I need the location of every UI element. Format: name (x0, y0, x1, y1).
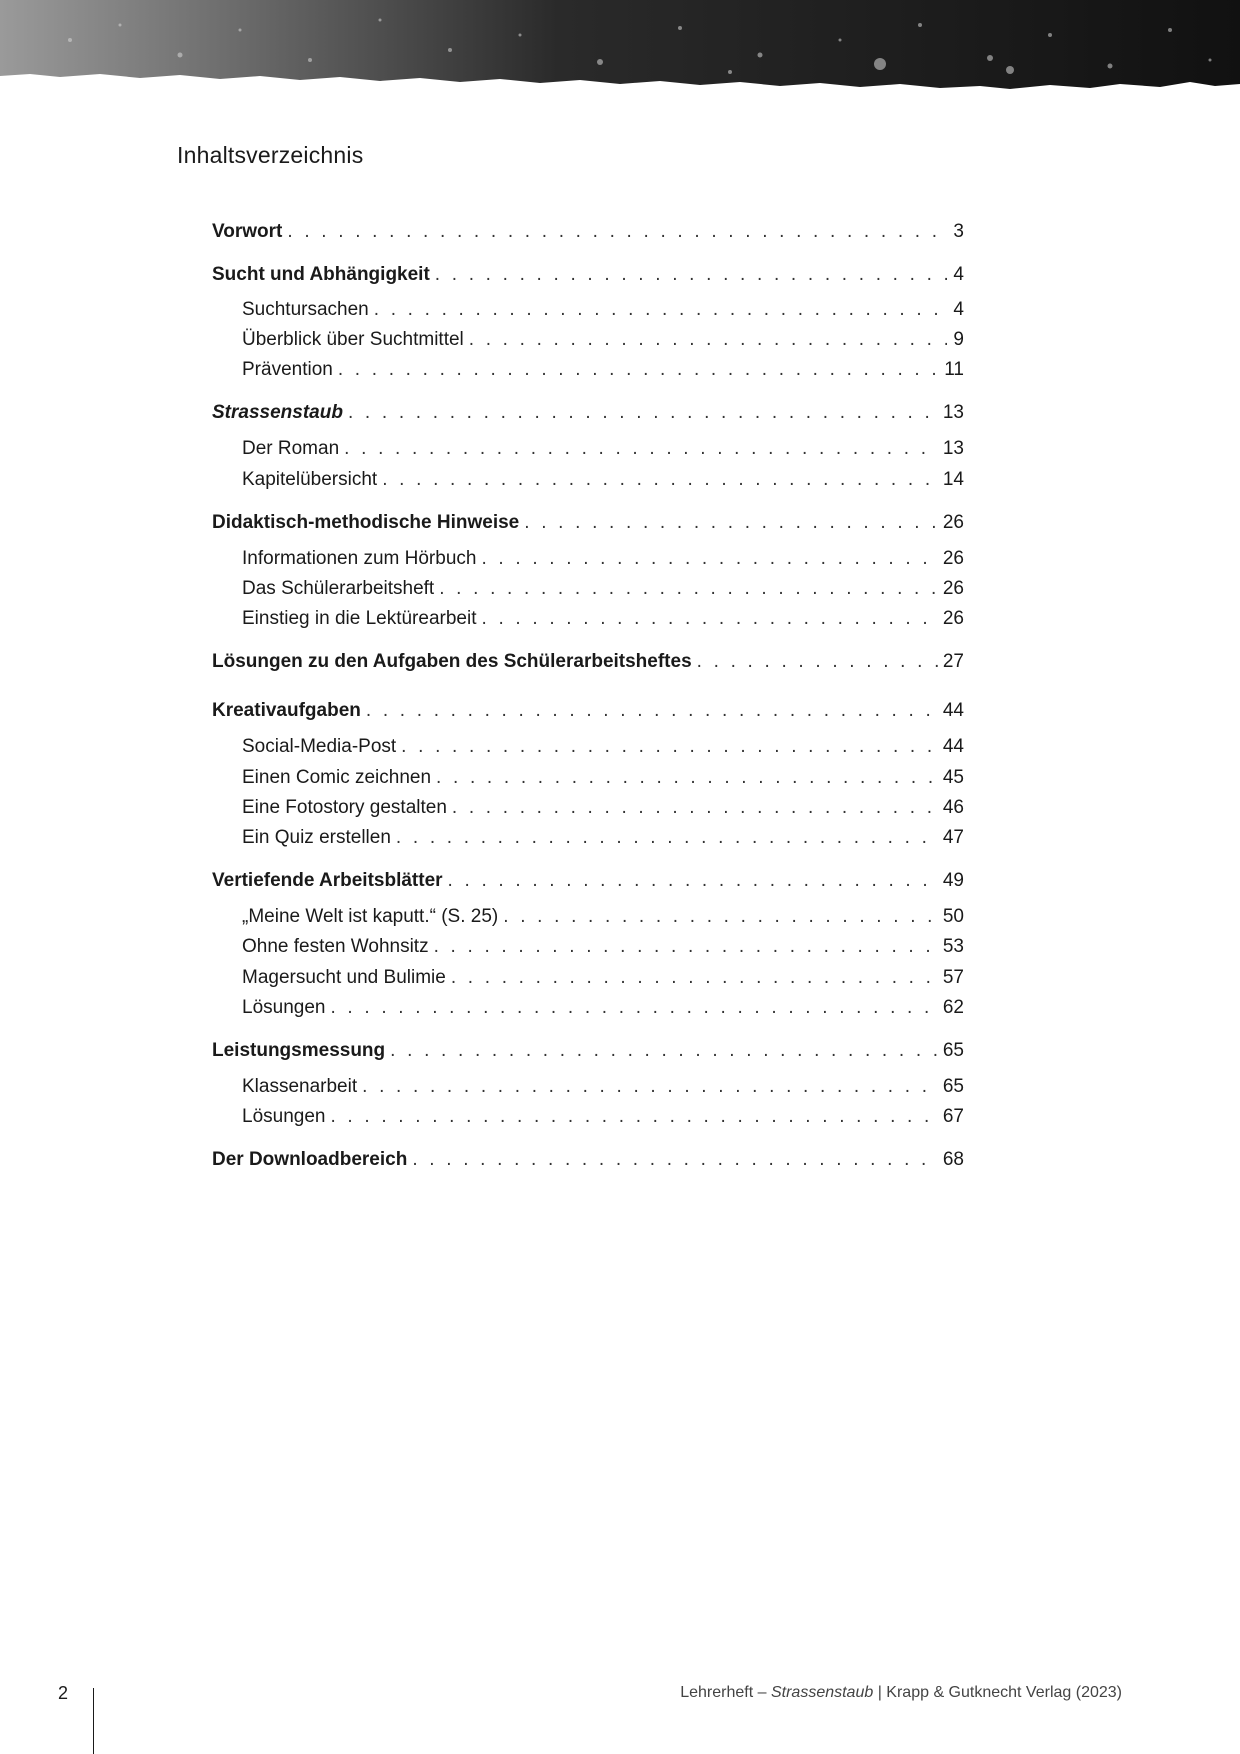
toc-entry[interactable] (212, 262, 964, 288)
toc-entry-page: 68 (942, 1149, 964, 1170)
footer-credit (680, 1684, 1122, 1702)
toc-entry[interactable] (212, 965, 964, 991)
toc-entry[interactable] (212, 1104, 964, 1130)
toc-entry[interactable] (212, 467, 964, 493)
toc-entry-page: 57 (942, 967, 964, 988)
toc-leader-dots (434, 934, 938, 960)
toc-entry[interactable] (212, 795, 964, 821)
toc-leader-dots (366, 698, 938, 724)
footer-credit-title: Strassenstaub (770, 1684, 874, 1701)
toc-entry[interactable] (212, 219, 964, 245)
toc-leader-dots (338, 357, 939, 383)
toc-entry-label: Didaktisch-methodische Hinweise (212, 512, 520, 533)
toc-entry-label: Der Downloadbereich (212, 1149, 408, 1170)
toc-leader-dots (436, 765, 938, 791)
toc-entry-page: 26 (942, 548, 964, 569)
footer-page-number: 2 (58, 1683, 69, 1703)
toc-entry-page: 44 (942, 700, 964, 721)
toc-entry[interactable] (212, 436, 964, 462)
toc-leader-dots (348, 400, 938, 426)
toc-entry[interactable] (212, 698, 964, 724)
toc-entry-label: Leistungsmessung (212, 1040, 386, 1061)
toc-entry[interactable] (212, 868, 964, 894)
toc-leader-dots (330, 1104, 937, 1130)
toc-leader-dots (374, 297, 947, 323)
toc-entry-label: Strassenstaub (212, 402, 343, 423)
toc-entry-page: 11 (944, 359, 964, 380)
toc-entry-page: 49 (942, 870, 964, 891)
header-banner-texture (0, 0, 1240, 96)
toc-entry-page: 26 (942, 512, 964, 533)
toc-entry-label: Informationen zum Hörbuch (242, 548, 477, 569)
toc-entry-label: Vorwort (212, 221, 283, 242)
toc-entry-page: 65 (942, 1040, 964, 1061)
toc-leader-dots (503, 904, 938, 930)
toc-entry-label: Kreativaufgaben (212, 700, 361, 721)
toc-entry[interactable] (212, 510, 964, 536)
toc-entry-label: Vertiefende Arbeitsblätter (212, 870, 443, 891)
toc-leader-dots (451, 965, 938, 991)
toc-entry-label: Das Schülerarbeitsheft (242, 578, 435, 599)
toc-entry-label: Einstieg in die Lektürearbeit (242, 608, 477, 629)
toc-entry[interactable] (212, 765, 964, 791)
toc-entry-page: 27 (942, 651, 964, 672)
toc-entry-page: 4 (953, 299, 964, 320)
toc-entry-page: 13 (942, 438, 964, 459)
toc-entry[interactable] (212, 904, 964, 930)
toc-entry-label: Ohne festen Wohnsitz (242, 936, 429, 957)
toc-entry-page: 13 (942, 402, 964, 423)
toc-entry[interactable] (212, 297, 964, 323)
toc-entry-label: Sucht und Abhängigkeit (212, 264, 430, 285)
toc-entry-label: Magersucht und Bulimie (242, 967, 446, 988)
toc-entry[interactable] (212, 606, 964, 632)
toc-heading: Inhaltsverzeichnis (177, 142, 364, 168)
toc-entry-page: 4 (953, 264, 964, 285)
toc-leader-dots (435, 262, 947, 288)
toc-entry[interactable] (212, 400, 964, 426)
toc-entry[interactable] (212, 357, 964, 383)
toc-entry-page: 26 (942, 578, 964, 599)
toc-entry[interactable] (212, 1147, 964, 1173)
toc-leader-dots (330, 995, 937, 1021)
toc-entry[interactable] (212, 1074, 964, 1100)
toc-leader-dots (412, 1147, 938, 1173)
toc-entry[interactable] (212, 576, 964, 602)
footer-credit-prefix: Lehrerheft – (680, 1684, 771, 1701)
toc-entry-page: 65 (942, 1076, 964, 1097)
toc-leader-dots (452, 795, 938, 821)
toc-entry-page: 67 (942, 1106, 964, 1127)
footer-credit-suffix: | Krapp & Gutknecht Verlag (2023) (873, 1684, 1122, 1701)
toc-entry-label: Lösungen (242, 1106, 326, 1127)
toc-leader-dots (439, 576, 938, 602)
toc-leader-dots (344, 436, 938, 462)
toc-leader-dots (481, 606, 937, 632)
toc-leader-dots (481, 546, 937, 572)
toc-entry-label: Prävention (242, 359, 333, 380)
toc-entry-label: „Meine Welt ist kaputt.“ (S. 25) (242, 906, 499, 927)
toc-entry-label: Social-Media-Post (242, 736, 397, 757)
toc-entry[interactable] (212, 995, 964, 1021)
toc-entry[interactable] (212, 934, 964, 960)
toc-entry[interactable] (212, 546, 964, 572)
toc-entry-label: Kapitelübersicht (242, 469, 378, 490)
footer-divider (93, 1688, 94, 1754)
toc-leader-dots (362, 1074, 938, 1100)
toc-entry-page: 47 (942, 827, 964, 848)
toc-entry[interactable] (212, 1038, 964, 1064)
toc-entry-page: 44 (942, 736, 964, 757)
toc-entry-label: Einen Comic zeichnen (242, 767, 432, 788)
toc-entry-page: 26 (942, 608, 964, 629)
toc-leader-dots (287, 219, 947, 245)
toc-entry-label: Lösungen (242, 997, 326, 1018)
toc-entry-label: Suchtursachen (242, 299, 369, 320)
toc-leader-dots (396, 825, 938, 851)
toc-leader-dots (697, 649, 938, 675)
toc-entry-label: Lösungen zu den Aufgaben des Schülerarbeitsheftes (212, 651, 692, 672)
toc-entry-page: 53 (942, 936, 964, 957)
toc-entry-page: 14 (942, 469, 964, 490)
toc-entry-page: 46 (942, 797, 964, 818)
toc-entry-page: 50 (942, 906, 964, 927)
toc-entry[interactable] (212, 825, 964, 851)
toc-entry[interactable] (212, 327, 964, 353)
toc-entry-page: 62 (942, 997, 964, 1018)
toc-entry-page: 9 (953, 329, 964, 350)
toc-entry-label: Eine Fotostory gestalten (242, 797, 447, 818)
toc-leader-dots (390, 1038, 938, 1064)
toc-entry[interactable] (212, 649, 964, 675)
toc-entry-label: Ein Quiz erstellen (242, 827, 391, 848)
toc-entry[interactable] (212, 734, 964, 760)
toc-leader-dots (401, 734, 938, 760)
toc-entry-label: Klassenarbeit (242, 1076, 358, 1097)
toc-entry-page: 3 (953, 221, 964, 242)
toc-leader-dots (382, 467, 938, 493)
toc-entry-label: Überblick über Suchtmittel (242, 329, 464, 350)
toc-leader-dots (469, 327, 947, 353)
toc-entry-label: Der Roman (242, 438, 340, 459)
toc-entry-page: 45 (942, 767, 964, 788)
toc-leader-dots (448, 868, 938, 894)
toc-leader-dots (524, 510, 938, 536)
